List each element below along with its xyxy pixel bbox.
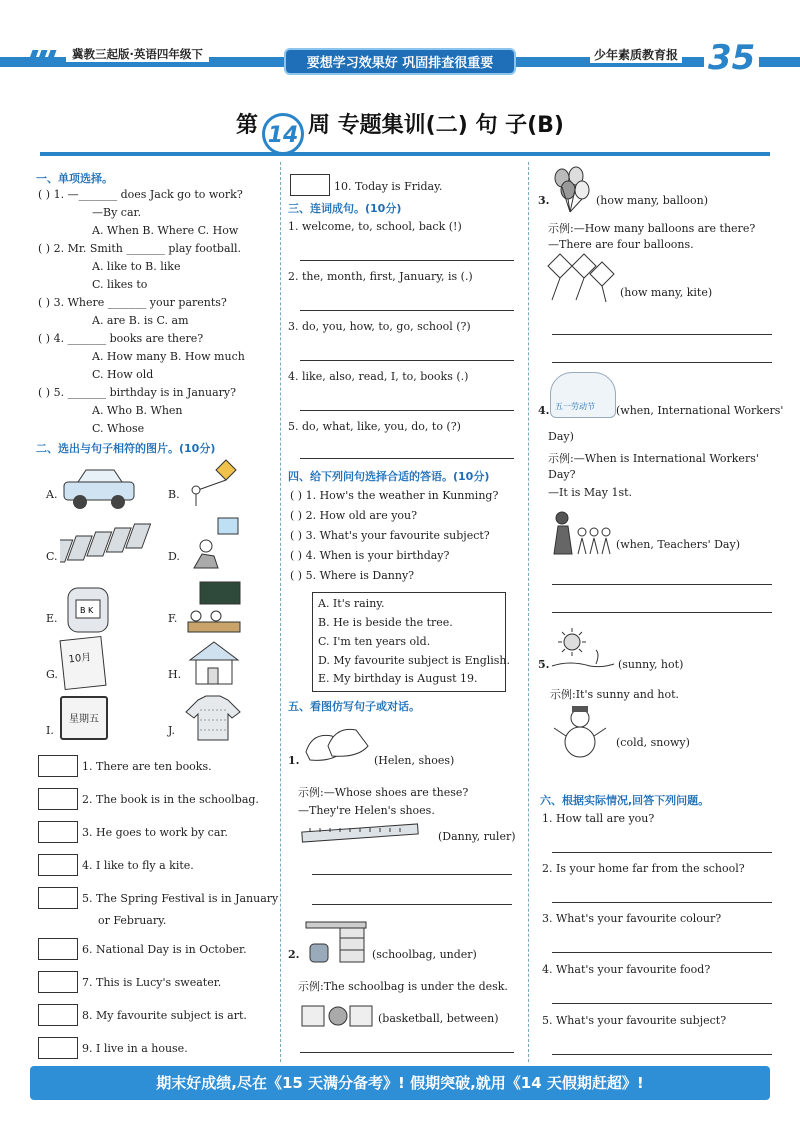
sunny-picture bbox=[550, 626, 616, 676]
calendar-month-label: 10月 bbox=[68, 652, 92, 666]
part6-heading: 六、根据实际情况,回答下列问题。 bbox=[540, 794, 710, 807]
column-divider bbox=[280, 162, 281, 1062]
answer-box[interactable] bbox=[38, 938, 78, 960]
sweater-picture bbox=[184, 694, 242, 742]
question-1: 1. How tall are you? bbox=[542, 812, 655, 825]
shoes-picture bbox=[302, 718, 372, 774]
q5-4b-hint: (when, Teachers' Day) bbox=[616, 538, 740, 551]
answer-line[interactable] bbox=[300, 260, 514, 261]
q5-4-example-q-cont: Day? bbox=[548, 468, 576, 481]
q5-4-hint-cont: Day) bbox=[548, 430, 574, 443]
schoolbag-picture bbox=[62, 580, 114, 636]
q5-options: A. Who B. When bbox=[92, 404, 183, 417]
answer-line[interactable] bbox=[300, 310, 514, 311]
footer-banner: 期末好成绩,尽在《15 天满分备考》! 假期突破,就用《14 天假期赶超》! bbox=[30, 1066, 770, 1100]
answer-box[interactable] bbox=[290, 174, 330, 196]
sentence-10: 10. Today is Friday. bbox=[334, 180, 443, 193]
q5-2-num: 2. bbox=[288, 948, 300, 961]
q4-options: A. How many B. How much bbox=[92, 350, 245, 363]
balloons-picture bbox=[550, 166, 594, 216]
calendar-friday bbox=[60, 696, 108, 740]
boxes-basketball-picture bbox=[300, 996, 376, 1030]
answer-box[interactable] bbox=[38, 821, 78, 843]
page-number: 35 bbox=[704, 40, 759, 76]
option-b: B. He is beside the tree. bbox=[318, 616, 453, 629]
answer-line[interactable] bbox=[552, 1054, 772, 1055]
part3-heading: 三、连词成句。(10分) bbox=[288, 202, 402, 215]
q5-1-num: 1. bbox=[288, 754, 300, 767]
car-picture bbox=[60, 462, 140, 512]
sentence-2: 2. The book is in the schoolbag. bbox=[82, 793, 259, 806]
sentence-7: 7. This is Lucy's sweater. bbox=[82, 976, 222, 989]
q5-stem: ( ) 5. _______ birthday is in January? bbox=[38, 386, 237, 399]
q3-options: A. are B. is C. am bbox=[92, 314, 189, 327]
header-banner: 要想学习效果好 巩固排查很重要 bbox=[284, 48, 516, 75]
books-picture bbox=[60, 520, 156, 566]
match-q2: ( ) 2. How old are you? bbox=[290, 509, 418, 522]
classroom-picture bbox=[182, 580, 246, 636]
q5-3-example-a: —There are four balloons. bbox=[548, 238, 694, 251]
q2-option-c: C. likes to bbox=[92, 278, 148, 291]
pic-label-j: J. bbox=[168, 724, 176, 737]
answer-box[interactable] bbox=[38, 755, 78, 777]
sentence-5-cont: or February. bbox=[98, 914, 167, 927]
reorder-4: 4. like, also, read, I, to, books (.) bbox=[288, 370, 469, 383]
page-title bbox=[0, 108, 800, 155]
pic-label-g: G. bbox=[46, 668, 58, 681]
title-suffix: 周 专题集训(二) 句 子(B) bbox=[308, 113, 564, 138]
answer-line[interactable] bbox=[552, 852, 772, 853]
week-badge: 14 bbox=[262, 113, 304, 155]
answer-box[interactable] bbox=[38, 788, 78, 810]
pic-label-c: C. bbox=[46, 550, 58, 563]
reorder-1: 1. welcome, to, school, back (!) bbox=[288, 220, 462, 233]
sentence-6: 6. National Day is in October. bbox=[82, 943, 247, 956]
answer-line[interactable] bbox=[552, 902, 772, 903]
painting-picture bbox=[184, 516, 244, 572]
snowman-picture bbox=[552, 704, 608, 760]
part5-heading: 五、看图仿写句子或对话。 bbox=[288, 700, 420, 713]
match-q5: ( ) 5. Where is Danny? bbox=[290, 569, 415, 582]
sentence-8: 8. My favourite subject is art. bbox=[82, 1009, 247, 1022]
answer-line[interactable] bbox=[552, 334, 772, 335]
q5-5-hint: (sunny, hot) bbox=[618, 658, 684, 671]
match-q1: ( ) 1. How's the weather in Kunming? bbox=[290, 489, 499, 502]
answer-line[interactable] bbox=[300, 410, 514, 411]
q5-1-example-q: 示例:—Whose shoes are these? bbox=[298, 786, 469, 799]
q5-5-example: 示例:It's sunny and hot. bbox=[550, 688, 680, 701]
teachers-day-picture bbox=[548, 510, 614, 556]
q5-option-c: C. Whose bbox=[92, 422, 145, 435]
edition-label: 冀教三起版·英语四年级下 bbox=[66, 46, 209, 62]
option-e: E. My birthday is August 19. bbox=[318, 672, 478, 685]
q5-3b-hint: (how many, kite) bbox=[620, 286, 713, 299]
kites-picture bbox=[546, 252, 618, 304]
q2-stem: ( ) 2. Mr. Smith _______ play football. bbox=[38, 242, 242, 255]
answer-line[interactable] bbox=[312, 904, 512, 905]
column-divider bbox=[528, 162, 529, 1062]
svg-text:B K: B K bbox=[80, 606, 94, 615]
question-3: 3. What's your favourite colour? bbox=[542, 912, 722, 925]
q5-3-num: 3. bbox=[538, 194, 550, 207]
sentence-9: 9. I live in a house. bbox=[82, 1042, 188, 1055]
paper-name: 少年素质教育报 bbox=[590, 46, 682, 63]
answer-line[interactable] bbox=[552, 1003, 772, 1004]
kite-picture bbox=[182, 456, 242, 512]
q4-stem: ( ) 4. _______ books are there? bbox=[38, 332, 204, 345]
q5-4-num: 4. bbox=[538, 404, 550, 417]
reorder-2: 2. the, month, first, January, is (.) bbox=[288, 270, 473, 283]
pic-label-b: B. bbox=[168, 488, 180, 501]
q5-4-example-q: 示例:—When is International Workers' bbox=[548, 452, 759, 465]
q5-2-example: 示例:The schoolbag is under the desk. bbox=[298, 980, 508, 993]
ruler-picture bbox=[300, 818, 422, 848]
pic-label-e: E. bbox=[46, 612, 58, 625]
q4-option-c: C. How old bbox=[92, 368, 154, 381]
q5-3-example-q: 示例:—How many balloons are there? bbox=[548, 222, 756, 235]
answer-box[interactable] bbox=[38, 1037, 78, 1059]
pic-label-h: H. bbox=[168, 668, 182, 681]
q1-answer-line: —By car. bbox=[92, 206, 142, 219]
calendar-day-label: 星期五 bbox=[69, 714, 99, 725]
answer-box[interactable] bbox=[38, 854, 78, 876]
reorder-5: 5. do, what, like, you, do, to (?) bbox=[288, 420, 461, 433]
q5-1-hint: (Helen, shoes) bbox=[374, 754, 455, 767]
q2-options: A. like to B. like bbox=[92, 260, 181, 273]
house-picture bbox=[184, 638, 244, 688]
answer-line[interactable] bbox=[552, 612, 772, 613]
part1-heading: 一、单项选择。 bbox=[36, 172, 113, 185]
calendar-october bbox=[60, 636, 107, 690]
reorder-3: 3. do, you, how, to, go, school (?) bbox=[288, 320, 471, 333]
option-c: C. I'm ten years old. bbox=[318, 635, 431, 648]
sentence-1: 1. There are ten books. bbox=[82, 760, 212, 773]
answer-line[interactable] bbox=[552, 362, 772, 363]
q5-5-num: 5. bbox=[538, 658, 550, 671]
answer-box[interactable] bbox=[38, 971, 78, 993]
q5-1b-hint: (Danny, ruler) bbox=[438, 830, 516, 843]
answer-line[interactable] bbox=[300, 458, 514, 459]
q5-4-hint: (when, International Workers' bbox=[616, 404, 784, 417]
pic-label-d: D. bbox=[168, 550, 180, 563]
workers-day-sign: 五一劳动节 bbox=[555, 402, 595, 411]
q3-stem: ( ) 3. Where _______ your parents? bbox=[38, 296, 227, 309]
title-divider bbox=[40, 152, 770, 156]
pic-label-f: F. bbox=[168, 612, 178, 625]
option-d: D. My favourite subject is English. bbox=[318, 654, 510, 667]
question-5: 5. What's your favourite subject? bbox=[542, 1014, 727, 1027]
match-q4: ( ) 4. When is your birthday? bbox=[290, 549, 450, 562]
answer-box[interactable] bbox=[38, 887, 78, 909]
answer-line[interactable] bbox=[300, 360, 514, 361]
pic-label-i: I. bbox=[46, 724, 54, 737]
q1-stem: ( ) 1. —_______ does Jack go to work? bbox=[38, 188, 243, 201]
answer-box[interactable] bbox=[38, 1004, 78, 1026]
pic-label-a: A. bbox=[46, 488, 58, 501]
q5-2-hint: (schoolbag, under) bbox=[372, 948, 477, 961]
answer-line[interactable] bbox=[552, 584, 772, 585]
q5-3-hint: (how many, balloon) bbox=[596, 194, 708, 207]
answer-line[interactable] bbox=[300, 1052, 514, 1053]
sentence-5: 5. The Spring Festival is in January bbox=[82, 892, 279, 905]
part2-heading: 二、选出与句子相符的图片。(10分) bbox=[36, 442, 216, 455]
q5-2b-hint: (basketball, between) bbox=[378, 1012, 499, 1025]
answer-line[interactable] bbox=[552, 952, 772, 953]
question-4: 4. What's your favourite food? bbox=[542, 963, 711, 976]
q5-5b-hint: (cold, snowy) bbox=[616, 736, 690, 749]
answer-line[interactable] bbox=[312, 874, 512, 875]
q5-1-example-a: —They're Helen's shoes. bbox=[298, 804, 435, 817]
option-a: A. It's rainy. bbox=[318, 597, 385, 610]
title-prefix: 第 bbox=[236, 113, 259, 138]
question-2: 2. Is your home far from the school? bbox=[542, 862, 745, 875]
match-q3: ( ) 3. What's your favourite subject? bbox=[290, 529, 490, 542]
q1-options: A. When B. Where C. How bbox=[92, 224, 239, 237]
part4-heading: 四、给下列问句选择合适的答语。(10分) bbox=[288, 470, 490, 483]
sentence-3: 3. He goes to work by car. bbox=[82, 826, 228, 839]
q5-4-example-a: —It is May 1st. bbox=[548, 486, 633, 499]
workers-day-picture bbox=[550, 372, 616, 418]
desk-picture bbox=[302, 910, 370, 966]
sentence-4: 4. I like to fly a kite. bbox=[82, 859, 194, 872]
